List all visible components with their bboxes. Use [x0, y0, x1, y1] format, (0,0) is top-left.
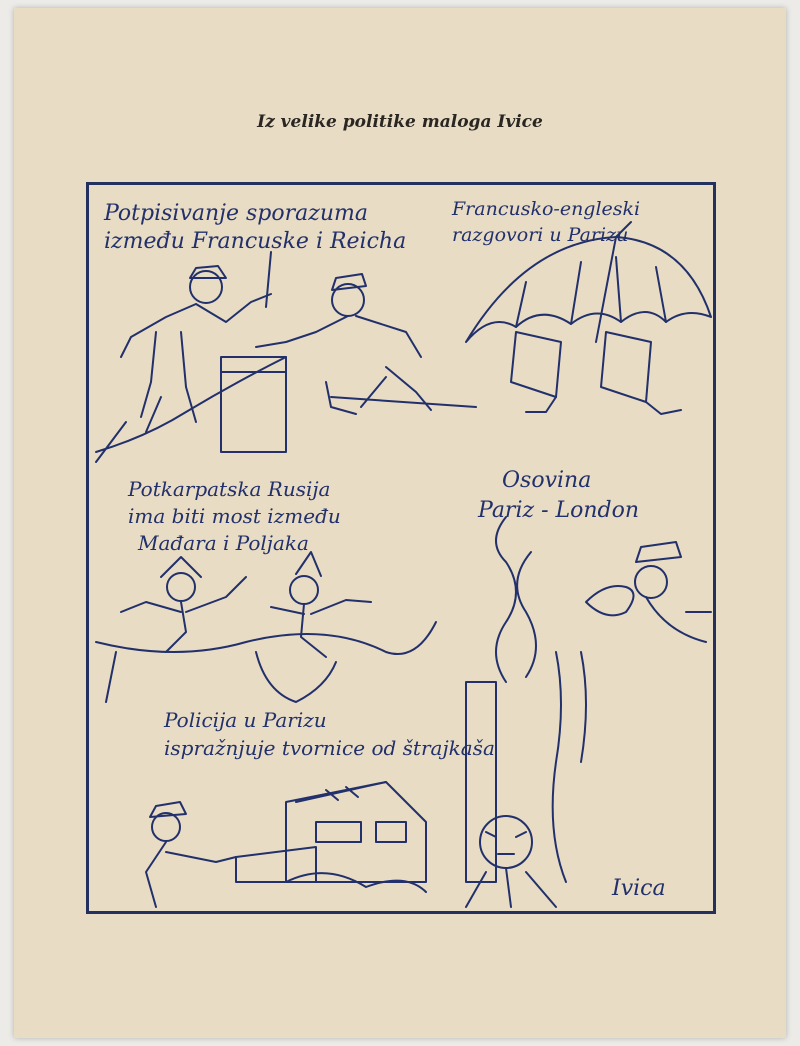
police-factory-illustration [146, 782, 556, 907]
caption-line: Potkarpatska Rusija [128, 477, 331, 501]
caption-panel-2 [452, 196, 640, 248]
caption-line: Osovina [502, 468, 592, 493]
caption-line: Francusko-engleski [452, 198, 641, 220]
branch-figures-illustration [96, 552, 436, 702]
caption-line: Pariz - London [478, 498, 640, 523]
caption-panel-3 [128, 476, 341, 557]
caption-line: Mađara i Poljaka [138, 531, 309, 555]
caption-line: ispražnjuje tvornice od štrajkaša [164, 736, 495, 760]
caption-panel-1 [104, 200, 406, 256]
caption-line: Policija u Parizu [164, 708, 327, 732]
page-title: Iz velike politike maloga Ivice [257, 112, 543, 132]
caption-panel-5 [164, 706, 495, 762]
axis-smoke-umbrella-illustration [466, 517, 711, 882]
caption-line: Potpisivanje sporazuma [104, 201, 368, 226]
caption-line: između Francuske i Reicha [104, 229, 407, 254]
umbrella-illustration [466, 222, 711, 414]
signing-soldiers-illustration [96, 252, 476, 462]
caption-panel-4 [478, 466, 639, 526]
caption-line: ima biti most između [128, 504, 341, 528]
artist-signature: Ivica [612, 876, 666, 901]
caption-line: razgovori u Parizu [452, 224, 629, 246]
